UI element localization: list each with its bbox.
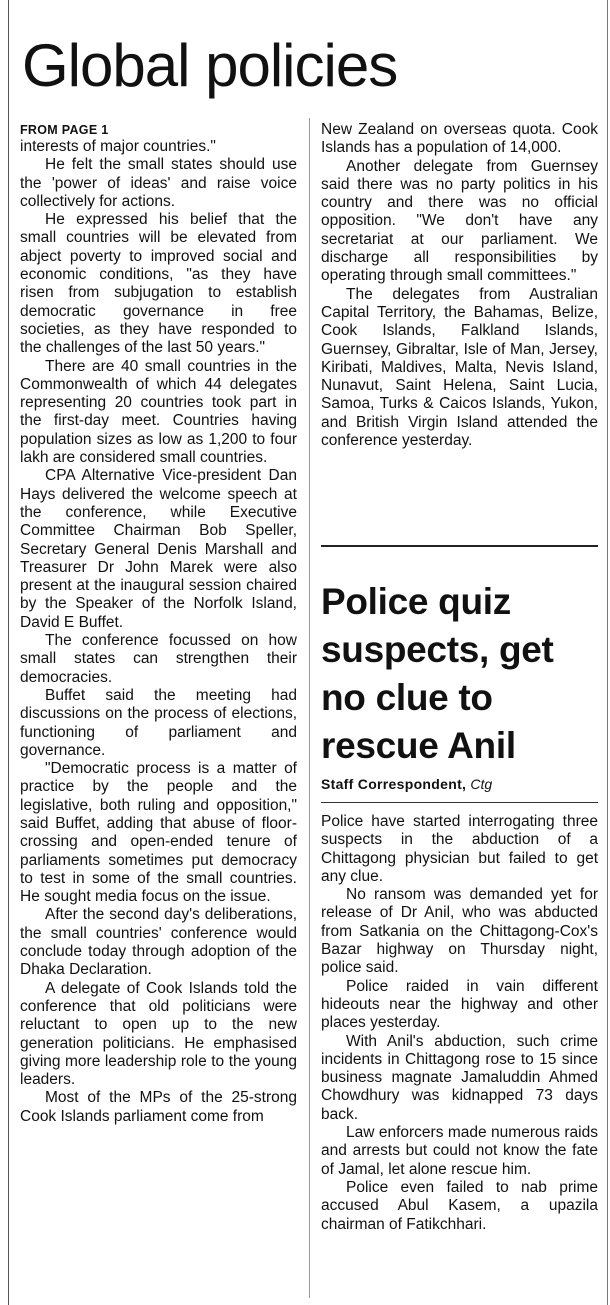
article-paragraph: After the second day's deliberations, the small countries' conference would conclude today through adoption of the Dhaka Declaration. — [20, 906, 297, 979]
story-paragraph: Law enforcers made numerous raids and arrests but could not know the fate of Jamal, let alone rescue him. — [321, 1124, 598, 1178]
story-paragraph: Police raided in vain different hideouts near the highway and other places yesterday. — [321, 977, 598, 1032]
article-paragraph: There are 40 small countries in the Commonwealth of which 44 delegates representing 20 countries took part in the first-day meet. Countries having population sizes as low as 1,200 to four lakh are considered small countries. — [20, 357, 297, 467]
story-paragraph: With Anil's abduction, such crime incidents in Chittagong rose to 15 since business magnate Jamaluddin Ahmed Chowdhury was kidnapped 73 days back. — [321, 1032, 598, 1123]
article-paragraph: New Zealand on overseas quota. Cook Islands has a population of 14,000. — [321, 121, 598, 157]
byline-dateline: Ctg — [470, 776, 493, 792]
byline-rule — [321, 802, 598, 803]
middle-column-rule — [309, 118, 310, 1298]
story-headline: Police quiz suspects, get no clue to rescue Anil — [321, 581, 554, 766]
article-paragraph: He felt the small states should use the 'power of ideas' and raise voice collectively for actions. — [20, 156, 297, 210]
story-paragraph: No ransom was demanded yet for release of Dr Anil, who was abducted from Satkania on the Chittagong-Cox's Bazar highway on Thursday night, police said. — [321, 886, 598, 977]
article-paragraph: Buffet said the meeting had discussions on the process of elections, functioning of parliament and governance. — [20, 686, 297, 759]
story-paragraph: Police even failed to nab prime accused Abul Kasem, a upazila chairman of Fatikchhari. — [321, 1178, 598, 1233]
story-column — [321, 813, 598, 1234]
article-paragraph: interests of major countries." — [20, 138, 216, 155]
byline-author: Staff Correspondent, — [321, 776, 467, 792]
article-column-right — [321, 121, 598, 450]
byline — [321, 774, 598, 795]
right-column-rule — [607, 0, 608, 1305]
story-separator — [321, 545, 598, 547]
article-headline: Global policies — [22, 32, 398, 99]
article-paragraph: Most of the MPs of the 25-strong Cook Islands parliament come from — [20, 1089, 297, 1125]
kicker: FROM PAGE 1 — [20, 123, 109, 137]
article-paragraph: The delegates from Australian Capital Territory, the Bahamas, Belize, Cook Islands, Falkland Islands, Guernsey, Gibraltar, Isle of Man, Jersey, Kiribati, Maldives, Malta, Nevis Island, Nunavut, Saint Helena, Saint Lucia, Samoa, Turks & Caicos Islands, Yukon, and British Virgin Island attended the conference yesterday. — [321, 285, 598, 450]
story-paragraph: Police have started interrogating three suspects in the abduction of a Chittagong physician but failed to get any clue. — [321, 813, 598, 885]
article-paragraph: CPA Alternative Vice-president Dan Hays delivered the welcome speech at the conference, while Executive Committee Chairman Bob Speller, Secretary General Denis Marshall and Treasurer Dr John Marek were also present at the inaugural session chaired by the Speaker of the Norfolk Island, David E Buffet. — [20, 467, 297, 631]
article-paragraph: Another delegate from Guernsey said there was no party politics in his country and there was no official opposition. "We don't have any secretariat at our parliament. We discharge all responsibilities by operating through small committees." — [321, 157, 598, 285]
left-column-rule — [8, 0, 9, 1305]
article-paragraph: The conference focussed on how small states can strengthen their democracies. — [20, 632, 297, 686]
article-paragraph: He expressed his belief that the small countries will be elevated from abject poverty to improved social and economic conditions, "as they have risen from subjugation to establish democratic governance in free societies, as they have responded to the challenges of the last 50 years." — [20, 211, 297, 357]
article-paragraph: A delegate of Cook Islands told the conference that old politicians were reluctant to open up to the new generation politicians. He emphasised giving more leadership role to the young leaders. — [20, 979, 297, 1089]
article-column-left — [20, 121, 297, 1126]
article-paragraph: "Democratic process is a matter of practice by the people and the legislative, both ruling and opposition," said Buffet, adding that abuse of floor-crossing and open-ended tenure of parliaments sometimes put democracy to test in some of the small countries. He sought media focus on the issue. — [20, 760, 297, 906]
